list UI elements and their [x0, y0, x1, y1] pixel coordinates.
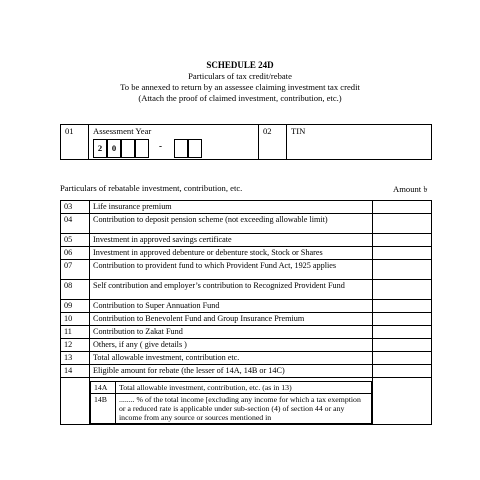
row-description: Contribution to provident fund to which Provident Fund Act, 1925 applies — [90, 260, 373, 280]
amount-field[interactable] — [373, 378, 432, 425]
amount-field[interactable] — [373, 352, 432, 365]
sub-row-description: Total allowable investment, contribution, etc. (as in 13) — [116, 382, 372, 394]
row-description: Contribution to Benevolent Fund and Group Insurance Premium — [90, 313, 373, 326]
tin-number: 02 — [259, 125, 287, 159]
row-number: 06 — [61, 247, 90, 260]
row-description: Contribution to deposit pension scheme (not exceeding allowable limit) — [90, 214, 373, 234]
sub-table-holder — [90, 378, 373, 425]
table-row — [61, 280, 432, 300]
sub-row — [91, 394, 372, 424]
tin-field[interactable] — [287, 125, 431, 159]
row-description: Total allowable investment, contribution etc. — [90, 352, 373, 365]
year-digit-1[interactable]: 2 — [93, 139, 107, 158]
particulars-heading: Particulars of rebatable investment, contribution, etc. — [60, 183, 243, 193]
row-number: 05 — [61, 234, 90, 247]
sub-rows-container — [61, 378, 432, 425]
row-number: 13 — [61, 352, 90, 365]
table-row — [61, 339, 432, 352]
schedule-title: SCHEDULE 24D — [206, 60, 274, 70]
amount-field[interactable] — [373, 260, 432, 280]
row-number: 08 — [61, 280, 90, 300]
row-description: Life insurance premium — [90, 201, 373, 214]
sub-table — [90, 381, 372, 424]
sub-row-number: 14A — [91, 382, 116, 394]
row-description: Others, if any ( give details ) — [90, 339, 373, 352]
amount-field[interactable] — [373, 201, 432, 214]
row-description: Investment in approved debenture or debenture stock, Stock or Shares — [90, 247, 373, 260]
blank-cell — [61, 378, 90, 425]
assessment-year-cell — [89, 125, 259, 159]
year-digit-5[interactable] — [174, 139, 188, 158]
tin-label: TIN — [291, 126, 306, 136]
table-row — [61, 365, 432, 378]
table-row — [61, 260, 432, 280]
year-digit-6[interactable] — [188, 139, 202, 158]
amount-field[interactable] — [373, 247, 432, 260]
row-number: 10 — [61, 313, 90, 326]
table-row — [61, 247, 432, 260]
amount-field[interactable] — [373, 313, 432, 326]
amount-heading: Amount ৳ — [393, 184, 428, 194]
row-number: 04 — [61, 214, 90, 234]
table-row — [61, 300, 432, 313]
row-description: Eligible amount for rebate (the lesser of 14A, 14B or 14C) — [90, 365, 373, 378]
row-number: 03 — [61, 201, 90, 214]
assessment-tin-box — [60, 124, 432, 160]
assessment-year-label: Assessment Year — [93, 126, 152, 136]
row-number: 14 — [61, 365, 90, 378]
row-number: 12 — [61, 339, 90, 352]
amount-field[interactable] — [373, 280, 432, 300]
amount-field[interactable] — [373, 234, 432, 247]
schedule-subtitle: Particulars of tax credit/rebate — [188, 71, 292, 81]
table-row — [61, 326, 432, 339]
amount-field[interactable] — [373, 326, 432, 339]
table-row — [61, 313, 432, 326]
year-dash: - — [159, 141, 162, 151]
table-row — [61, 234, 432, 247]
year-digit-2[interactable]: 0 — [107, 139, 121, 158]
year-digit-4[interactable] — [135, 139, 149, 158]
amount-field[interactable] — [373, 339, 432, 352]
row-number: 09 — [61, 300, 90, 313]
amount-field[interactable] — [373, 300, 432, 313]
sub-row — [91, 382, 372, 394]
row-description: Self contribution and employer’s contribution to Recognized Provident Fund — [90, 280, 373, 300]
table-row — [61, 201, 432, 214]
row-description: Contribution to Super Annuation Fund — [90, 300, 373, 313]
row-description: Investment in approved savings certificate — [90, 234, 373, 247]
row-number: 07 — [61, 260, 90, 280]
schedule-instruction: To be annexed to return by an assessee claiming investment tax credit — [120, 82, 360, 92]
table-row — [61, 214, 432, 234]
ay-number: 01 — [61, 125, 89, 159]
table-row — [61, 352, 432, 365]
rebate-table — [60, 200, 432, 425]
sub-row-number: 14B — [91, 394, 116, 424]
year-digit-3[interactable] — [121, 139, 135, 158]
sub-row-description: ........ % of the total income [excluding any income for which a tax exemption or a reduced rate is applicable under sub-section (4) of section 44 or any income from any source or sources mentioned in — [116, 394, 372, 424]
row-description: Contribution to Zakat Fund — [90, 326, 373, 339]
amount-field[interactable] — [373, 214, 432, 234]
schedule-attach-note: (Attach the proof of claimed investment, contribution, etc.) — [138, 93, 342, 103]
amount-field[interactable] — [373, 365, 432, 378]
row-number: 11 — [61, 326, 90, 339]
